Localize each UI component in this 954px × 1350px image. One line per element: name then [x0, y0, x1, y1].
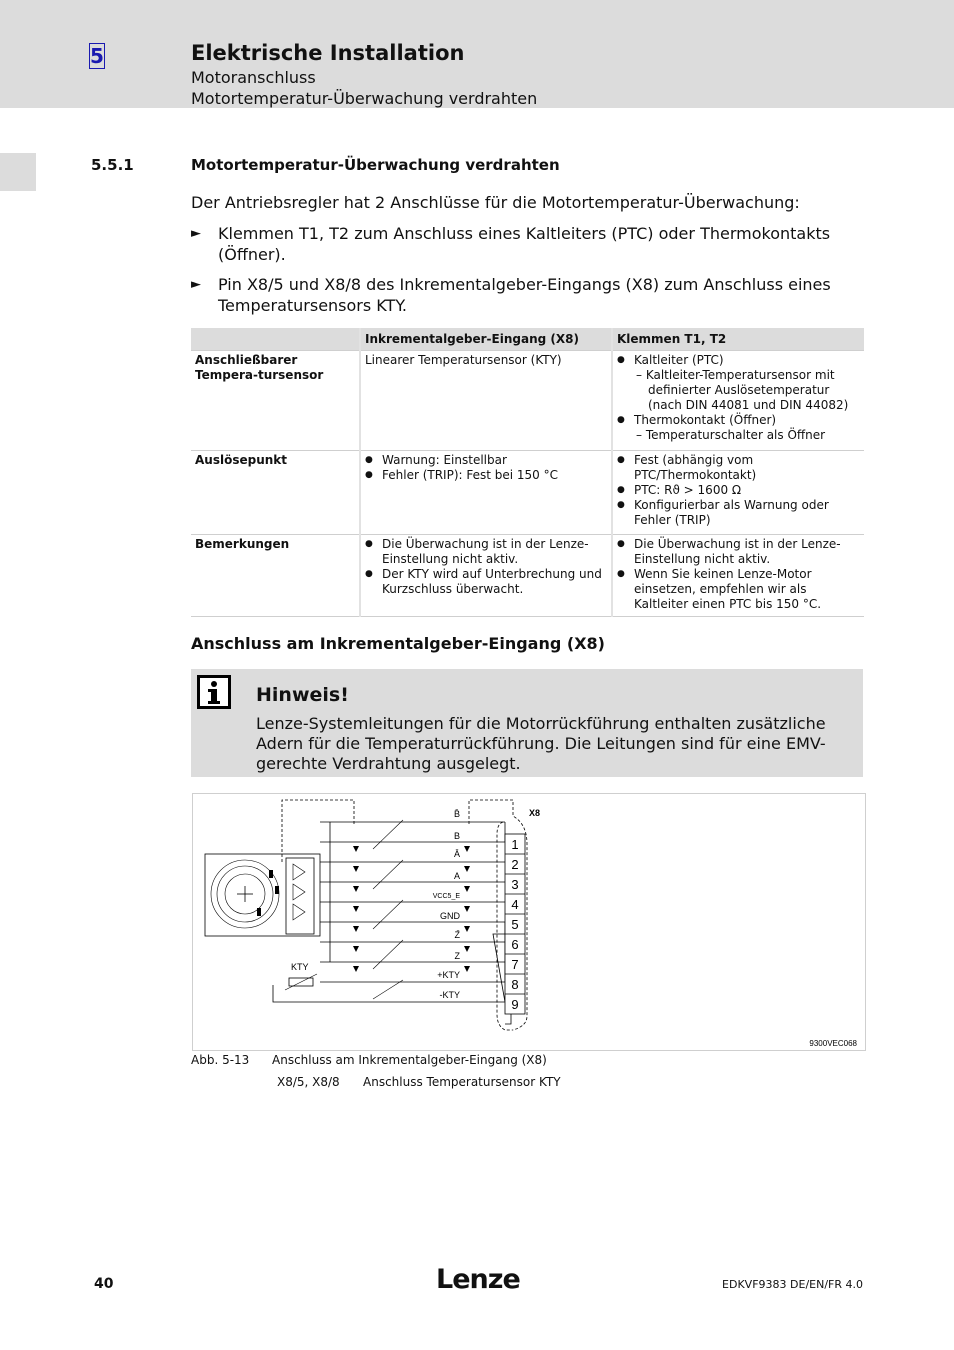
list-item: ● Warnung: Einstellbar — [365, 453, 607, 468]
table-row — [191, 351, 864, 451]
legend-text: Anschluss Temperatursensor KTY — [363, 1075, 561, 1089]
table-cell — [360, 451, 612, 535]
table-header-cell: Klemmen T1, T2 — [612, 328, 864, 351]
pin-label: 3 — [511, 877, 519, 892]
list-item: ● Fest (abhängig vom PTC/Thermokontakt) — [617, 453, 860, 483]
arrow-bullet-icon: ► — [191, 277, 201, 292]
table-header-cell — [191, 328, 360, 351]
row-label: Bemerkungen — [191, 535, 360, 617]
sub-item: – Kaltleiter-Temperatursensor mit definierter Auslösetemperatur (nach DIN 44081 und DIN 44082) — [636, 368, 849, 412]
connector-label: X8 — [529, 808, 541, 818]
lenze-logo: Lenze — [436, 1264, 520, 1295]
list-item: ● Die Überwachung ist in der Lenze-Einstellung nicht aktiv. — [365, 537, 607, 567]
document-id: EDKVF9383 DE/EN/FR 4.0 — [722, 1278, 863, 1291]
table-cell — [612, 535, 864, 617]
side-tab — [0, 153, 36, 191]
header-subtitle-2: Motortemperatur-Überwachung verdrahten — [191, 89, 538, 108]
caption-title: Anschluss am Inkrementalgeber-Eingang (X8) — [272, 1053, 547, 1067]
pin-label: 5 — [511, 917, 519, 932]
list-item: ● PTC: Rϑ > 1600 Ω — [617, 483, 860, 498]
info-icon — [197, 675, 231, 709]
bullet-text: Pin X8/5 und X8/8 des Inkrementalgeber-Eingangs (X8) zum Anschluss eines Temperatursensors KTY. — [218, 275, 831, 315]
subheading: Anschluss am Inkrementalgeber-Eingang (X8) — [191, 634, 605, 653]
list-item: ● Wenn Sie keinen Lenze-Motor einsetzen, empfehlen wir als Kaltleiter einen PTC bis 150 °C. — [617, 567, 860, 612]
list-item: ● Die Überwachung ist in der Lenze-Einstellung nicht aktiv. — [617, 537, 860, 567]
note-text: Lenze-Systemleitungen für die Motorrückführung enthalten zusätzliche Adern für die Temperaturrückführung. Die Leitungen sind für eine EMV-gerechte Verdrahtung ausgelegt. — [256, 714, 826, 773]
table-cell — [612, 451, 864, 535]
row-label: Auslösepunkt — [191, 451, 360, 535]
list-item: ● Fehler (TRIP): Fest bei 150 °C — [365, 468, 607, 483]
list-item: ● Konfigurierbar als Warnung oder Fehler (TRIP) — [617, 498, 860, 528]
encoder-box — [205, 854, 320, 936]
signal-label: -KTY — [439, 990, 460, 1000]
table-row — [191, 535, 864, 617]
note-title: Hinweis! — [256, 684, 349, 706]
list-item: ● Der KTY wird auf Unterbrechung und Kurzschluss überwacht. — [365, 567, 607, 597]
table-header-row — [191, 328, 864, 351]
pin-label: 7 — [511, 957, 519, 972]
table-row — [191, 451, 864, 535]
pin-label: 4 — [511, 897, 519, 912]
signal-label: Z̄ — [454, 930, 460, 940]
page-number: 40 — [94, 1276, 114, 1292]
legend-key: X8/5, X8/8 — [277, 1075, 340, 1089]
signal-label: B̄ — [453, 809, 460, 819]
section-title: Motortemperatur-Überwachung verdrahten — [191, 156, 560, 174]
chapter-title: Elektrische Installation — [191, 41, 465, 65]
row-label: Anschließbarer Tempera-tursensor — [191, 351, 360, 451]
header-subtitle: Motoranschluss — [191, 68, 316, 87]
wiring-diagram — [193, 794, 865, 1050]
signal-label: Ā — [453, 849, 460, 859]
comparison-table — [191, 328, 864, 617]
list-item: ● Kaltleiter (PTC) – Kaltleiter-Temperatursensor mit definierter Auslösetemperatur (nach DIN 44081 und DIN 44082) — [617, 353, 860, 413]
pin-label: 8 — [511, 977, 519, 992]
arrow-bullet-icon: ► — [191, 226, 201, 241]
chapter-number[interactable]: 5 — [90, 44, 104, 68]
pin-label: 9 — [511, 997, 519, 1012]
section-number: 5.5.1 — [91, 156, 134, 174]
caption-number: Abb. 5-13 — [191, 1053, 250, 1067]
pin-label: 2 — [511, 857, 519, 872]
kty-label: KTY — [291, 962, 309, 972]
signal-label: VCC5_E — [432, 893, 460, 900]
list-item: ● Thermokontakt (Öffner) – Temperaturschalter als Öffner — [617, 413, 860, 443]
signal-label: A — [453, 871, 460, 881]
pin-label: 1 — [511, 837, 519, 852]
sub-item: – Temperaturschalter als Öffner — [636, 428, 826, 442]
table-cell — [360, 535, 612, 617]
bullet-text: Klemmen T1, T2 zum Anschluss eines Kaltleiters (PTC) oder Thermokontakts (Öffner). — [218, 224, 831, 264]
signal-label: Z — [454, 951, 460, 961]
signal-label: +KTY — [437, 970, 460, 980]
intro-text: Der Antriebsregler hat 2 Anschlüsse für die Motortemperatur-Überwachung: — [191, 193, 800, 212]
figure-code: 9300VEC068 — [809, 1039, 857, 1048]
signal-label: GND — [440, 911, 460, 921]
pin-label: 6 — [511, 937, 519, 952]
note-box — [191, 669, 863, 777]
table-header-cell: Inkrementalgeber-Eingang (X8) — [360, 328, 612, 351]
signal-label: B — [453, 831, 460, 841]
table-cell — [612, 351, 864, 451]
wiring-figure — [192, 793, 866, 1051]
table-cell: Linearer Temperatursensor (KTY) — [360, 351, 612, 451]
